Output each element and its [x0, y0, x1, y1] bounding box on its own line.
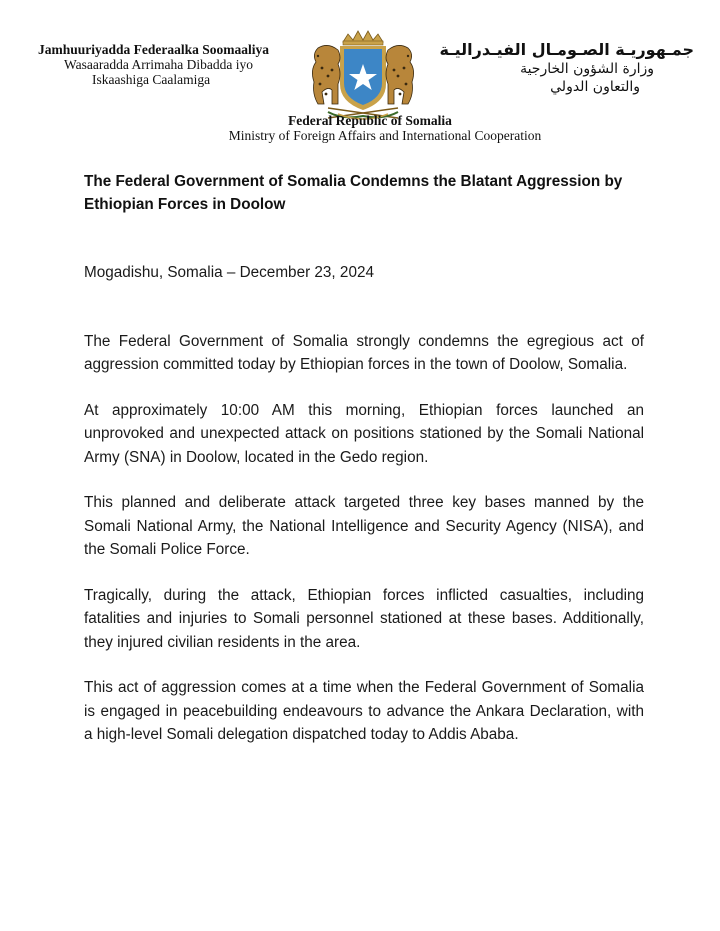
page-title: The Federal Government of Somalia Condemns the Blatant Aggression by Ethiopian Forces in Doolow: [84, 173, 623, 213]
letterhead-somali-line-2: Wasaaradda Arrimaha Dibadda iyo: [64, 57, 253, 72]
letterhead-arabic-line-3: والتعاون الدولي: [550, 79, 640, 95]
letterhead-arabic: [394, 40, 694, 96]
dateline: Mogadishu, Somalia – December 23, 2024: [84, 264, 374, 281]
paragraph: Tragically, during the attack, Ethiopian forces inflicted casualties, including fatalities and injuries to Somali personnel stationed at these bases. Additionally, they injured civilian residents in the area.: [84, 586, 644, 651]
letterhead-english: [0, 113, 720, 143]
paragraph: This planned and deliberate attack targeted three key bases manned by the Somali National Army, the National Intelligence and Security Agency (NISA), and the Somali Police Force.: [84, 494, 644, 558]
letterhead-english-line-2: Ministry of Foreign Affairs and International Cooperation: [228, 128, 542, 143]
letterhead-somali: [38, 42, 308, 87]
letterhead-somali-line-3: Iskaashiga Caalamiga: [92, 72, 211, 87]
press-release-body: [84, 170, 644, 769]
crown-icon: [343, 31, 383, 45]
leopard-left-icon: [312, 45, 340, 104]
letterhead-somali-line-1: Jamhuuriyadda Federaalka Soomaaliya: [38, 42, 270, 57]
letterhead-arabic-line-2: وزارة الشؤون الخارجية: [520, 61, 654, 77]
paragraph: This act of aggression comes at a time when the Federal Government of Somalia is engaged in peacebuilding endeavours to advance the Ankara Declaration, with a high-level Somali delegation dispatched today to Addis Ababa.: [84, 679, 644, 743]
letterhead-arabic-line-1: جمـهوريـة الصـومـال الفيـدراليـة: [439, 40, 694, 59]
paragraph: The Federal Government of Somalia strongly condemns the egregious act of aggression committed today by Ethiopian forces in the town of Doolow, Somalia.: [84, 332, 644, 373]
shield-icon: [340, 46, 386, 110]
paragraph: At approximately 10:00 AM this morning, Ethiopian forces launched an unprovoked and unexpected attack on positions stationed by the Somali National Army (SNA) in Doolow, located in the Gedo region.: [84, 401, 644, 466]
letterhead-english-line-1: Federal Republic of Somalia: [288, 113, 452, 128]
